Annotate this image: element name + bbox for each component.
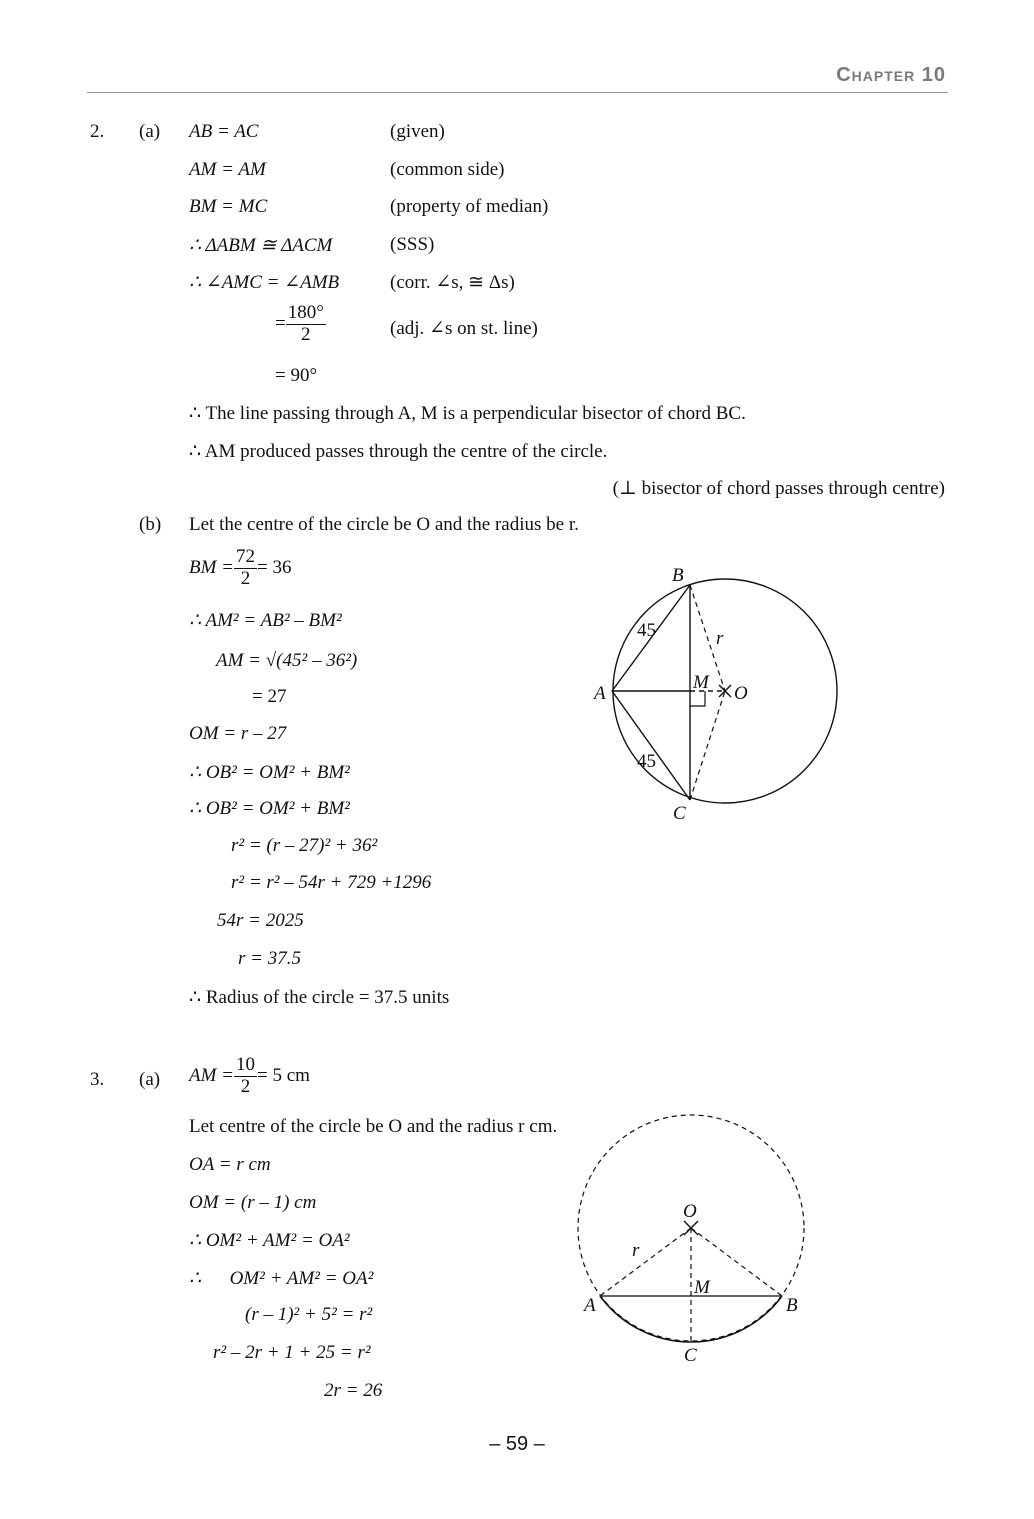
header-rule <box>87 92 948 93</box>
denominator: 2 <box>240 567 251 589</box>
proof-statement: ∴ ∠AMC = ∠AMB <box>189 272 340 293</box>
bm-step <box>189 547 291 590</box>
label-ab-length: 45 <box>637 620 656 641</box>
math-step: ∴ OM² + AM² = OA² <box>189 1268 374 1289</box>
label-b: B <box>672 565 684 586</box>
segment-ac <box>612 691 690 800</box>
fraction <box>234 1055 257 1098</box>
label-r: r <box>632 1240 640 1261</box>
fraction-step <box>275 303 326 346</box>
conclusion-reason: (⊥ bisector of chord passes through centre) <box>612 478 945 499</box>
proof-statement: AB = AC <box>189 121 259 142</box>
question-number: 2. <box>90 121 105 142</box>
part-label: (a) <box>139 1069 161 1090</box>
label-o: O <box>734 683 748 704</box>
chapter-header: Chapter 10 <box>836 64 946 86</box>
label-r: r <box>716 628 724 649</box>
math-step: AM = √(45² – 36²) <box>216 650 358 671</box>
am-lhs: AM = <box>189 1064 235 1086</box>
math-step: r² = (r – 27)² + 36² <box>231 835 378 856</box>
label-o: O <box>683 1201 697 1222</box>
math-step: ∴ OB² = OM² + BM² <box>189 762 350 783</box>
equals-sign: = <box>275 312 286 334</box>
label-ac-length: 45 <box>637 751 656 772</box>
proof-reason: (corr. ∠s, ≅ Δs) <box>390 272 515 293</box>
question-number: 3. <box>90 1069 105 1090</box>
am-rhs: = 5 cm <box>257 1064 310 1086</box>
bm-lhs: BM = <box>189 556 235 578</box>
proof-statement: AM = AM <box>189 159 266 180</box>
math-step: = 27 <box>252 686 287 707</box>
proof-statement: ∴ ΔABM ≅ ΔACM <box>189 235 333 256</box>
label-m: M <box>694 1277 710 1298</box>
label-c: C <box>684 1345 697 1366</box>
label-m: M <box>693 672 709 693</box>
fraction <box>234 547 257 590</box>
math-step: 54r = 2025 <box>217 910 304 931</box>
page-number: – 59 – <box>489 1433 545 1455</box>
proof-reason: (common side) <box>390 159 505 180</box>
label-c: C <box>673 803 686 824</box>
final-answer: ∴ Radius of the circle = 37.5 units <box>189 987 450 1008</box>
circle-diagram-q3 <box>570 1100 820 1380</box>
label-b: B <box>786 1295 798 1316</box>
proof-statement: BM = MC <box>189 196 268 217</box>
math-step: ∴ OB² = OM² + BM² <box>189 798 350 819</box>
intro-text: Let centre of the circle be O and the radius r cm. <box>189 1116 558 1137</box>
math-step: ∴ OM² + AM² = OA² <box>189 1230 350 1251</box>
math-step: ∴ AM² = AB² – BM² <box>189 610 342 631</box>
numerator: 72 <box>236 546 256 567</box>
fraction <box>286 303 326 346</box>
numerator: 10 <box>236 1054 256 1075</box>
conclusion: ∴ AM produced passes through the centre of the circle. <box>189 441 608 462</box>
denominator: 2 <box>301 323 311 345</box>
math-step: OM = (r – 1) cm <box>189 1192 317 1213</box>
numerator: 180° <box>287 302 324 323</box>
proof-reason: (adj. ∠s on st. line) <box>390 318 538 339</box>
intro-text: Let the centre of the circle be O and the radius be r. <box>189 514 579 535</box>
am-step <box>189 1055 310 1098</box>
right-angle-mark <box>690 691 705 706</box>
proof-reason: (property of median) <box>390 196 549 217</box>
proof-reason: (given) <box>390 121 445 142</box>
math-step: r² = r² – 54r + 729 +1296 <box>231 872 432 893</box>
conclusion: ∴ The line passing through A, M is a perpendicular bisector of chord BC. <box>189 403 746 424</box>
math-step: r² – 2r + 1 + 25 = r² <box>213 1342 371 1363</box>
label-a: A <box>584 1295 596 1316</box>
math-step: OA = r cm <box>189 1154 271 1175</box>
part-label: (a) <box>139 121 161 142</box>
circle-diagram-q2 <box>580 560 850 830</box>
math-step: (r – 1)² + 5² = r² <box>245 1304 373 1325</box>
part-label: (b) <box>139 514 162 535</box>
proof-reason: (SSS) <box>390 234 435 255</box>
label-a: A <box>594 683 606 704</box>
math-step: 2r = 26 <box>324 1380 383 1401</box>
radius-oc <box>690 691 725 800</box>
math-step: OM = r – 27 <box>189 723 287 744</box>
result-step: = 90° <box>275 365 318 386</box>
denominator: 2 <box>240 1075 251 1097</box>
radius-oa <box>600 1228 691 1296</box>
bm-rhs: = 36 <box>257 556 292 578</box>
math-step: r = 37.5 <box>238 948 301 969</box>
